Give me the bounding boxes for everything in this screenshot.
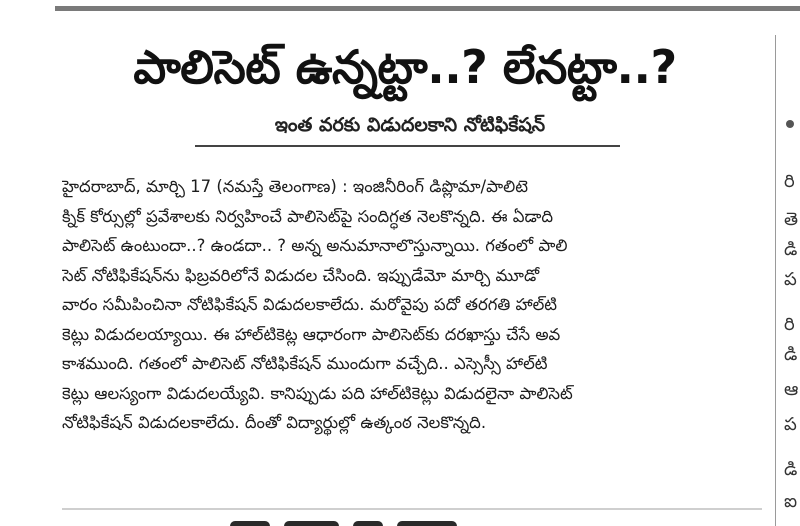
next-headline-fragment (230, 516, 510, 526)
side-column-fragment: ఆ (784, 379, 799, 400)
side-column-fragment: ప (784, 269, 797, 290)
body-line: కెట్లు విడుదలయ్యాయి. ఈ హాల్‌టికెట్ల ఆధారంగా పాలిసెట్‌కు దరఖాస్తు చేసే అవ (62, 324, 561, 344)
side-column-fragment: ఐ (784, 491, 798, 512)
subheadline-underline (195, 145, 620, 147)
body-line: సెట్ నోటిఫికేషన్‌ను ఫిబ్రవరిలోనే విడుదల చేసింది. ఇప్పుడేమో మార్చి మూడో (62, 265, 540, 285)
side-column-fragment: డి (784, 459, 798, 480)
body-line: క్నిక్ కోర్సుల్లో ప్రవేశాలకు నిర్వహించే పాలిసెట్‌పై సందిగ్ధత నెలకొన్నది. ఈ ఏడాది (62, 206, 553, 226)
body-line: కాశముంది. గతంలో పాలిసెట్ నోటిఫికేషన్ ముందుగా వచ్చేది.. ఎస్సెస్సీ హాల్‌టి (62, 354, 548, 373)
next-article-cutoff (0, 500, 775, 526)
side-column-fragment: ప (784, 414, 797, 435)
body-line: పాలిసెట్ ఉంటుందా..? ఉండదా.. ? అన్న అనుమానాలొస్తున్నాయి. గతంలో పాలి (62, 236, 568, 255)
article-subheadline: ఇంత వరకు విడుదలకాని నోటిఫికేషన్ (274, 114, 546, 136)
body-line: వారం సమీపించినా నోటిఫికేషన్ విడుదలకాలేదు. మరోవైపు పదో తరగతి హాల్‌టి (62, 295, 558, 314)
column-divider (775, 35, 776, 526)
article-headline: పాలిసెట్ ఉన్నట్టా..? లేనట్టా..? (133, 40, 677, 94)
body-line: కెట్లు ఆలస్యంగా విడుదలయ్యేవి. కానిప్పుడు పది హాల్‌టికెట్లు విడుదలైనా పాలిసెట్ (62, 383, 573, 403)
side-column-fragment: తె (784, 209, 799, 230)
bottom-rule (62, 508, 762, 510)
top-rule (55, 6, 800, 11)
side-column-fragment: డి (784, 344, 798, 365)
body-line: హైదరాబాద్, మార్చి 17 (నమస్తే తెలంగాణ) : ఇంజినీరింగ్ డిప్లొమా/పాలిటె (62, 177, 528, 196)
bullet-dot (786, 120, 794, 128)
side-column-fragment: డి (784, 239, 798, 260)
side-column-fragment: రి (784, 314, 795, 335)
article-body (62, 172, 762, 438)
body-line: నోటిఫికేషన్ విడుదలకాలేదు. దీంతో విద్యార్థుల్లో ఉత్కంఠ నెలకొన్నది. (62, 413, 487, 432)
side-column-fragment: రి (784, 171, 795, 192)
